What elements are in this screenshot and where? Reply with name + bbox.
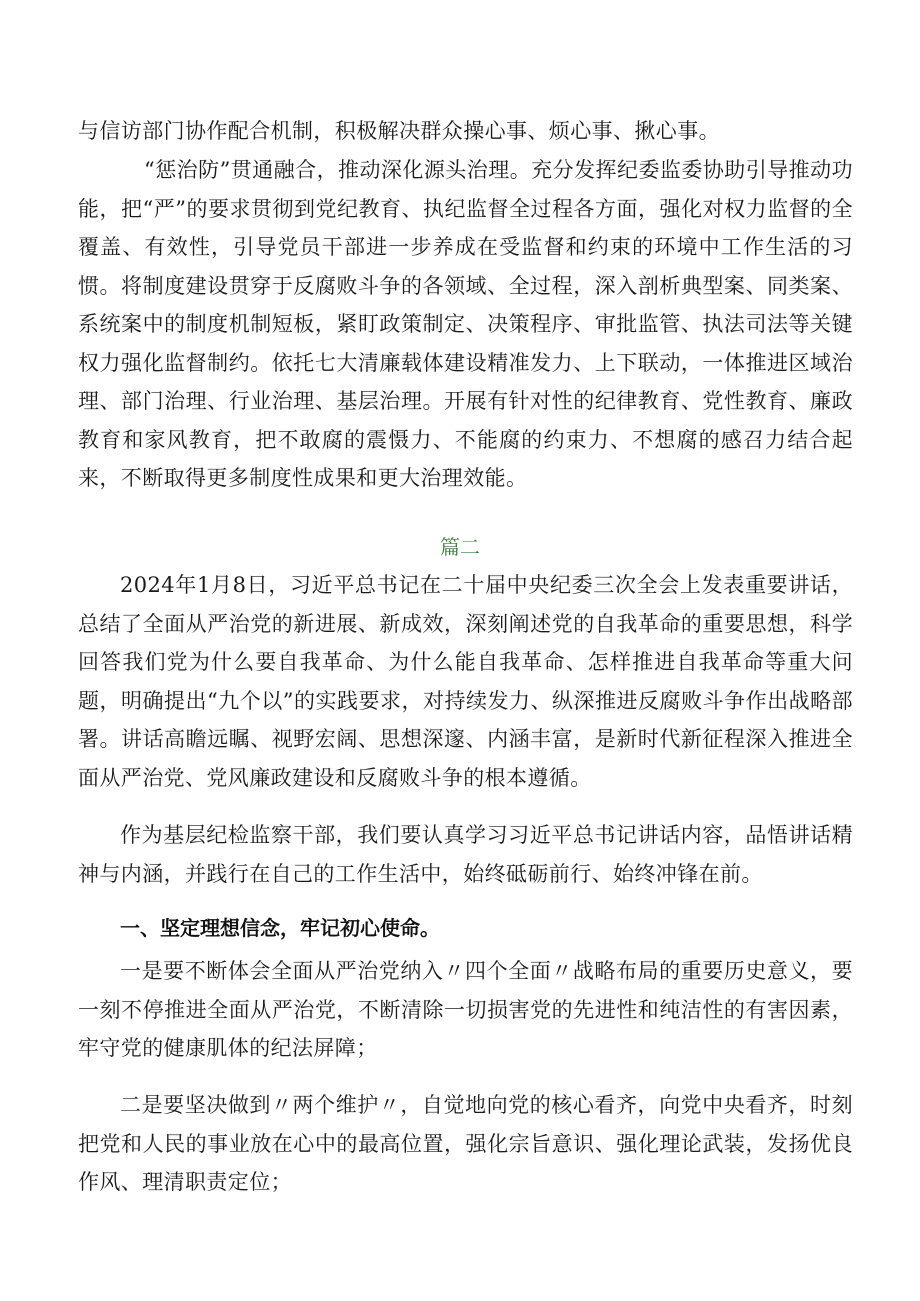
paragraph-continuation: 与信访部门协作配合机制，积极解决群众操心事、烦心事、揪心事。 [78, 119, 720, 143]
paragraph-grassroots-cadre: 作为基层纪检监察干部，我们要认真学习习近平总书记讲话内容，品悟讲话精神与内涵，并践行在自己的工作生活中，始终砥砺前行、始终冲锋在前。 [78, 823, 853, 886]
section-title: 篇二 [440, 535, 480, 559]
heading-ideals-beliefs: 一、坚定理想信念，牢记初心使命。 [120, 916, 440, 940]
paragraph-point-two: 二是要坚决做到〃两个维护〃，自觉地向党的核心看齐，向党中央看齐，时刻把党和人民的事业放在心中的最高位置，强化宗旨意识、强化理论武装，发扬优良作风、理清职责定位； [78, 1093, 853, 1194]
paragraph-source-governance: “惩治防”贯通融合，推动深化源头治理。充分发挥纪委监委协助引导推动功能，把“严”的要求贯彻到党纪教育、执纪监督全过程各方面，强化对权力监督的全覆盖、有效性，引导党员干部进一步养成在受监督和约束的环境中工作生活的习惯。将制度建设贯穿于反腐败斗争的各领域、全过程，深入剖析典型案、同类案、系统案中的制度机制短板，紧盯政策制定、决策程序、审批监管、执法司法等关键权力强化监督制约。依托七大清廉载体建设精准发力、上下联动，一体推进区域治理、部门治理、行业治理、基层治理。开展有针对性的纪律教育、党性教育、廉政教育和家风教育，把不敢腐的震慑力、不能腐的约束力、不想腐的感召力结合起来，不断取得更多制度性成果和更大治理效能。 [78, 158, 853, 490]
paragraph-speech-summary: 2024年1月8日，习近平总书记在二十届中央纪委三次全会上发表重要讲话，总结了全面从严治党的新进展、新成效，深刻阐述党的自我革命的重要思想，科学回答我们党为什么要自我革命、为什么能自我革命、怎样推进自我革命等重大问题，明确提出“九个以”的实践要求，对持续发力、纵深推进反腐败斗争作出战略部署。讲话高瞻远瞩、视野宏阔、思想深邃、内涵丰富，是新时代新征程深入推进全面从严治党、党风廉政建设和反腐败斗争的根本遵循。 [78, 573, 853, 790]
paragraph-point-one: 一是要不断体会全面从严治党纳入〃四个全面〃战略布局的重要历史意义，要一刻不停推进全面从严治党，不断清除一切损害党的先进性和纯洁性的有害因素，牢守党的健康肌体的纪法屏障； [78, 959, 853, 1060]
